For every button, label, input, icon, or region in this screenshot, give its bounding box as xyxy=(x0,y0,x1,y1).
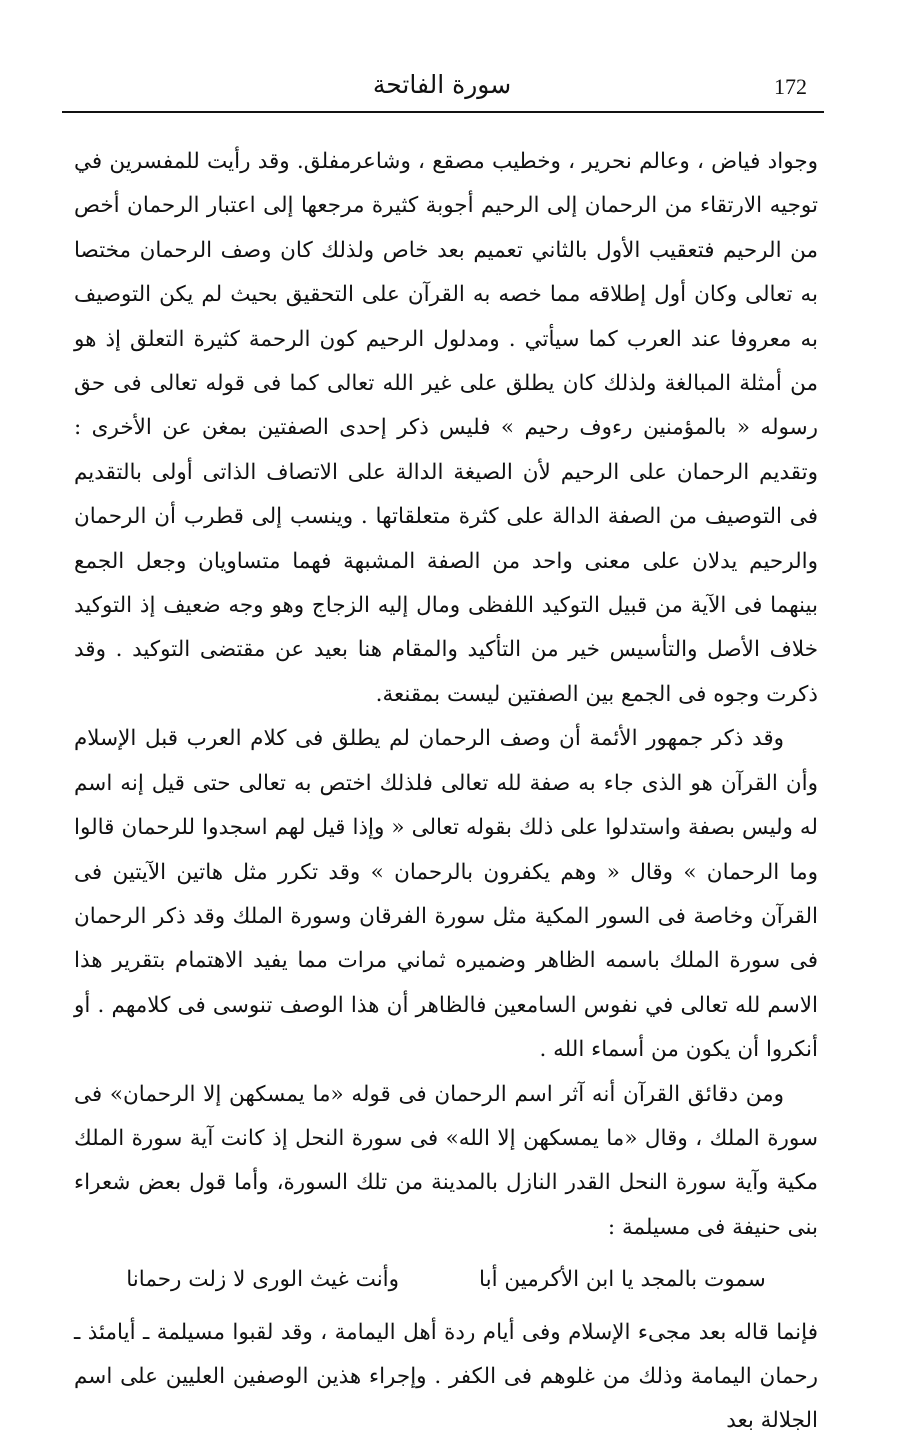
page-header xyxy=(62,60,822,110)
paragraph: ومن دقائق القرآن أنه آثر اسم الرحمان فى قوله «ما يمسكهن إلا الرحمان» فى سورة الملك ، وقال «ما يمسكهن إلا الله» فى سورة النحل إذ كانت آية سورة الملك مكية وآية سورة النحل القدر النازل بالمدينة من تلك السورة، وأما قول بعض شعراء بنى حنيفة فى مسيلمة : xyxy=(74,1081,818,1240)
running-title: سورة الفاتحة xyxy=(372,70,512,99)
body-text xyxy=(74,140,818,1444)
paragraph: وقد ذكر جمهور الأئمة أن وصف الرحمان لم يطلق فى كلام العرب قبل الإسلام وأن القرآن هو الذى جاء به صفة لله تعالى فلذلك اختص به تعالى حتى قيل إنه اسم له وليس بصفة واستدلوا على ذلك بقوله تعالى « وإذا قيل لهم اسجدوا للرحمان قالوا وما الرحمان » وقال « وهم يكفرون بالرحمان » وقد تكرر مثل هاتين الآيتين فى القرآن وخاصة فى السور المكية مثل سورة الفرقان وسورة الملك وقد ذكر الرحمان فى سورة الملك باسمه الظاهر وضميره ثماني مرات مما يفيد الاهتمام بتقرير هذا الاسم لله تعالى في نفوس السامعين فالظاهر أن هذا الوصف تنوسى فى كلامهم . أو أنكروا أن يكون من أسماء الله . xyxy=(74,726,818,1063)
verse-first-hemistich: سموت بالمجد يا ابن الأكرمين أبا xyxy=(479,1267,766,1293)
verse-second-hemistich: وأنت غيث الورى لا زلت رحمانا xyxy=(126,1267,400,1293)
paragraph: وجواد فياض ، وعالم نحرير ، وخطيب مصقع ، وشاعرمفلق. وقد رأيت للمفسرين في توجيه الارتقاء من الرحمان إلى الرحيم أجوبة كثيرة مرجعها إلى اعتبار الرحمان أخص من الرحيم فتعقيب الأول بالثاني تعميم بعد خاص ولذلك كان وصف الرحمان مختصا به تعالى وكان أول إطلاقه مما خصه به القرآن على التحقيق بحيث لم يكن التوصيف به معروفا عند العرب كما سيأتي . ومدلول الرحيم كون الرحمة كثيرة التعلق إذ هو من أمثلة المبالغة ولذلك كان يطلق على غير الله تعالى كما فى قوله تعالى فى حق رسوله « بالمؤمنين رءوف رحيم » فليس ذكر إحدى الصفتين بمغن عن الأخرى : وتقديم الرحمان على الرحيم لأن الصيغة الدالة على الاتصاف الذاتى أولى بالتقديم فى التوصيف من الصفة الدالة على كثرة متعلقاتها . وينسب إلى قطرب أن الرحمان والرحيم يدلان على معنى واحد من الصفة المشبهة فهما متساويان وجعل الجمع بينهما فى الآية من قبيل التوكيد اللفظى ومال إليه الزجاج وهو وجه ضعيف إذ التوكيد خلاف الأصل والتأسيس خير من التأكيد والمقام هنا بعيد عن مقتضى التوكيد . وقد ذكرت وجوه فى الجمع بين الصفتين ليست بمقنعة. xyxy=(74,149,818,707)
poetry-verse xyxy=(74,1258,818,1302)
page-number: 172 xyxy=(774,74,807,99)
paragraph: فإنما قاله بعد مجىء الإسلام وفى أيام ردة أهل اليمامة ، وقد لقبوا مسيلمة ـ أيامئذ ـ رحمان اليمامة وذلك من غلوهم فى الكفر . وإجراء هذين الوصفين العليين على اسم الجلالة بعد xyxy=(74,1319,818,1434)
header-rule xyxy=(62,111,824,113)
